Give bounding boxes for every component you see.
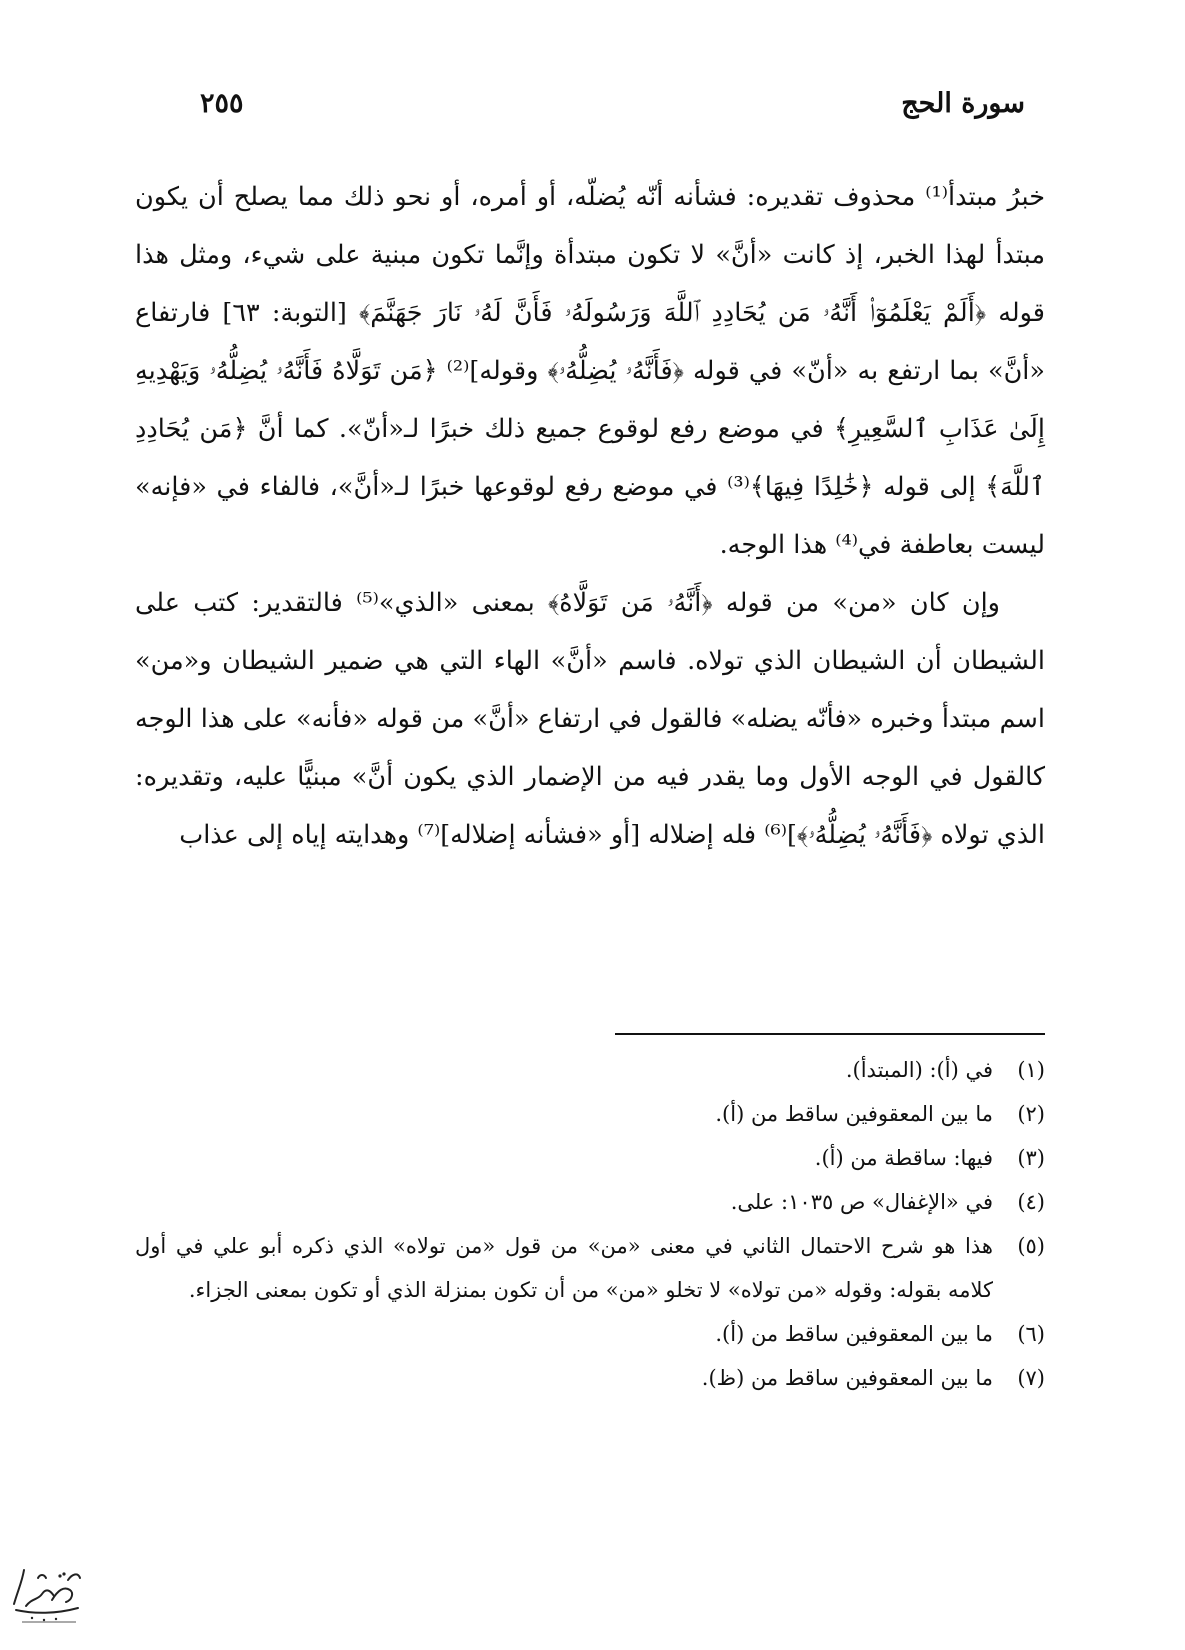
footnote-item bbox=[135, 1092, 1045, 1136]
paragraph: خبرُ مبتدأ⁽¹⁾ محذوف تقديره: فشأنه أنّه يُضلّه، أو أمره، أو نحو ذلك مما يصلح أن يكون مبتدأ لهذا الخبر، إذ كانت «أنَّ» لا تكون مبتدأة وإنَّما تكون مبنية على شيء، ومثل هذا قوله ﴿أَلَمْ يَعْلَمُوٓا۟ أَنَّهُۥ مَن يُحَادِدِ ٱللَّهَ وَرَسُولَهُۥ فَأَنَّ لَهُۥ نَارَ جَهَنَّمَ﴾ [التوبة: ٦٣] فارتفاع «أنَّ» بما ارتفع به «أنّ» في قوله ﴿فَأَنَّهُۥ يُضِلُّهُۥ﴾ وقوله]⁽²⁾ ﴿مَن تَوَلَّاهُ فَأَنَّهُۥ يُضِلُّهُۥ وَيَهْدِيهِ إِلَىٰ عَذَابِ ٱلسَّعِيرِ﴾ في موضع رفع لوقوع جميع ذلك خبرًا لـ«أنّ». كما أنَّ ﴿مَن يُحَادِدِ ٱللَّهَ﴾ إلى قوله ﴿خَٰلِدًا فِيهَا﴾⁽³⁾ في موضع رفع لوقوعها خبرًا لـ«أنَّ»، فالفاء في «فإنه» ليست بعاطفة في⁽⁴⁾ هذا الوجه. bbox=[135, 182, 1045, 560]
page-header bbox=[200, 88, 1025, 138]
footnote-text: ما بين المعقوفين ساقط من (أ). bbox=[715, 1102, 993, 1126]
footnote-item bbox=[135, 1180, 1045, 1224]
footnote-number: (٥) bbox=[1017, 1234, 1045, 1258]
footnote-number: (٢) bbox=[1017, 1102, 1045, 1126]
footnote-item bbox=[135, 1224, 1045, 1312]
footnote-number: (٧) bbox=[1017, 1366, 1045, 1390]
footnote-text: فيها: ساقطة من (أ). bbox=[814, 1146, 993, 1170]
surah-title: سورة الحج bbox=[901, 88, 1025, 119]
footnote-number: (٤) bbox=[1017, 1190, 1045, 1214]
footnote-item bbox=[135, 1312, 1045, 1356]
footnote-text: في «الإغفال» ص ١٠٣٥: على. bbox=[730, 1190, 993, 1214]
footnote-separator bbox=[615, 1033, 1045, 1035]
footnote-number: (٦) bbox=[1017, 1322, 1045, 1346]
footnote-number: (٣) bbox=[1017, 1146, 1045, 1170]
footnote-text: ما بين المعقوفين ساقط من (ظ). bbox=[701, 1366, 993, 1390]
footnote-text: هذا هو شرح الاحتمال الثاني في معنى «من» من قول «من تولاه» الذي ذكره أبو علي في أول كلامه بقوله: وقوله «من تولاه» لا تخلو «من» من أن تكون بمنزلة الذي أو تكون بمعنى الجزاء. bbox=[135, 1234, 993, 1302]
calligraphy-logo-icon bbox=[8, 1560, 86, 1630]
footnote-text: ما بين المعقوفين ساقط من (أ). bbox=[715, 1322, 993, 1346]
footnote-text: في (أ): (المبتدأ). bbox=[845, 1058, 993, 1082]
footnote-item bbox=[135, 1136, 1045, 1180]
page-number: ٢٥٥ bbox=[200, 88, 244, 119]
footnote-item bbox=[135, 1356, 1045, 1400]
footnote-number: (١) bbox=[1017, 1058, 1045, 1082]
main-text bbox=[135, 168, 1045, 864]
footnotes bbox=[135, 1048, 1045, 1400]
footnote-item bbox=[135, 1048, 1045, 1092]
paragraph: وإن كان «من» من قوله ﴿أَنَّهُۥ مَن تَوَلَّاهُ﴾ بمعنى «الذي»⁽⁵⁾ فالتقدير: كتب على الشيطان أن الشيطان الذي تولاه. فاسم «أنَّ» الهاء التي هي ضمير الشيطان و«من» اسم مبتدأ وخبره «فأنّه يضله» فالقول في ارتفاع «أنَّ» من قوله «فأنه» على هذا الوجه كالقول في الوجه الأول وما يقدر فيه من الإضمار الذي يكون أنَّ» مبنيًّا عليه، وتقديره: الذي تولاه ﴿فَأَنَّهُۥ يُضِلُّهُۥ﴾]⁽⁶⁾ فله إضلاله [أو «فشأنه إضلاله]⁽⁷⁾ وهدايته إياه إلى عذاب bbox=[135, 588, 1045, 850]
